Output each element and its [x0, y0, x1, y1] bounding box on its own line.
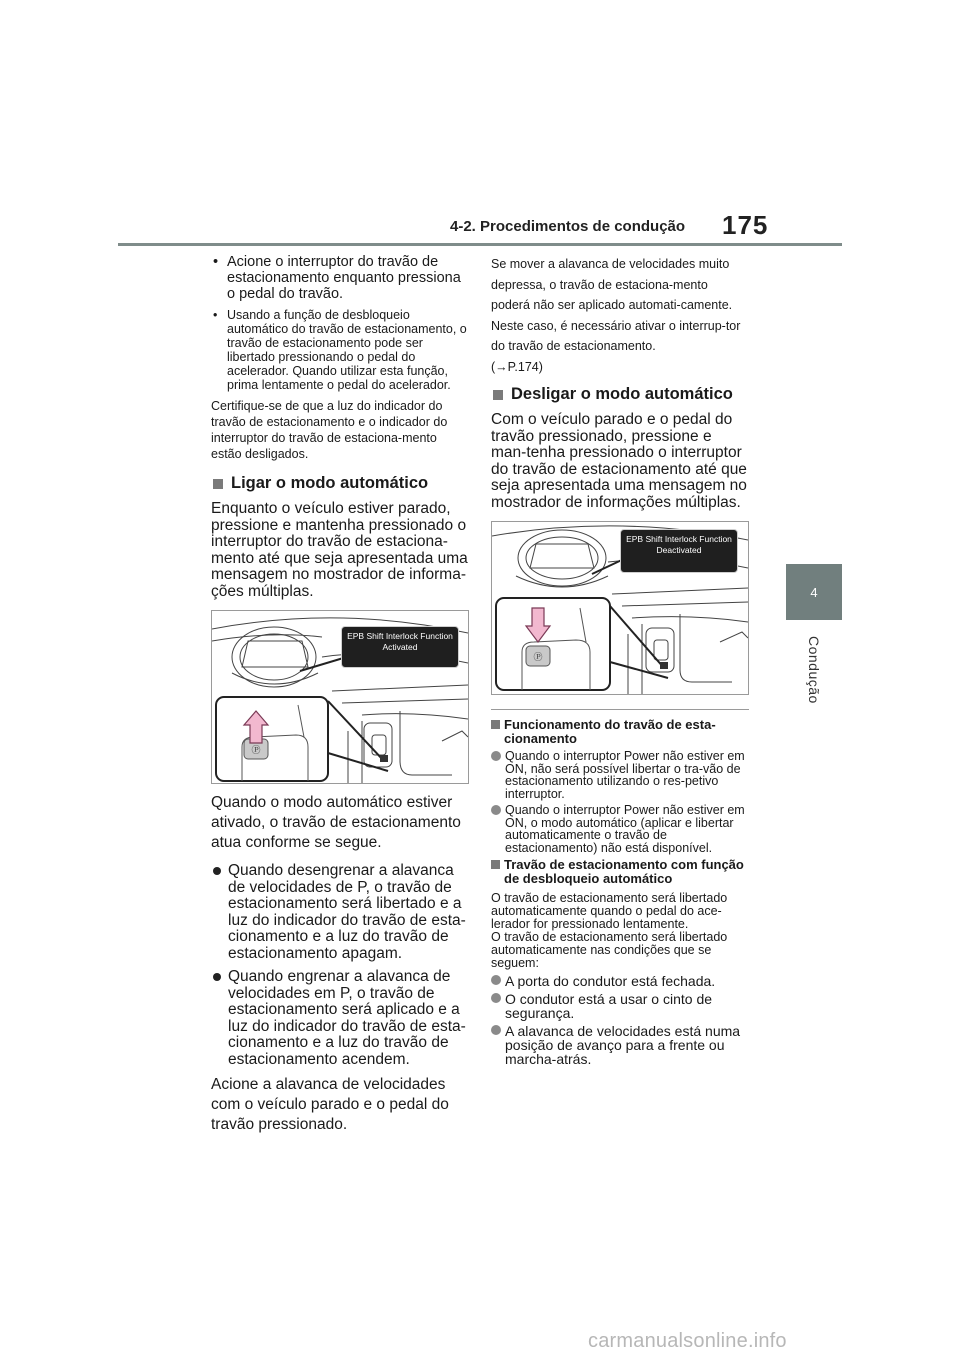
- message-badge: EPB Shift Interlock Function Deactivated: [620, 529, 738, 573]
- sub-bullet-text: Usando a função de desbloqueio automático do travão de estacionamento, o travão de estacionamento pode ser libertado pressionando o pedal do acelerador. Quando utilizar esta função, prima lentamente o pedal do acelerador.: [227, 308, 467, 392]
- info-heading: [491, 718, 749, 746]
- section-heading: [211, 474, 469, 493]
- info-list-item: [491, 1024, 749, 1066]
- watermark: carmanualsonline.info: [588, 1330, 787, 1352]
- bullet-dot-icon: [491, 993, 501, 1003]
- dashboard-illustration-deactivated: [491, 521, 749, 695]
- info-list-item-text: A porta do condutor está fechada.: [505, 973, 716, 989]
- sub-bullet: [211, 254, 469, 302]
- bullet-dot-icon: [491, 975, 501, 985]
- list-item: [211, 863, 469, 962]
- sub-bullet-text: Acione o interruptor do travão de estacionamento enquanto pressiona o pedal do travão.: [227, 254, 461, 302]
- bullet-dot-icon: [213, 867, 221, 875]
- note-text: Neste caso, é necessário ativar o interrup-tor do travão de estacionamento.: [491, 318, 741, 353]
- header-rule: [118, 243, 842, 246]
- note-text: Se mover a alavanca de velocidades muito depressa, o travão de estaciona-mento poderá não ser aplicado automati-camente.: [491, 257, 733, 312]
- info-text: O travão de estacionamento será libertado automaticamente nas condições que se seguem:: [491, 930, 728, 970]
- body-text: Acione a alavanca de velocidades com o veículo parado e o pedal do travão pressionado.: [211, 1076, 449, 1133]
- body-text: Enquanto o veículo estiver parado, pressione e mantenha pressionado o interruptor do travão de estaciona-mento até que seja apresentada uma mensagem no mostrador de informa-ções múltiplas.: [211, 500, 468, 600]
- page-number: 175: [722, 210, 769, 240]
- chapter-tab: 4: [786, 564, 842, 620]
- info-list-item-text: O condutor está a usar o cinto de segurança.: [505, 991, 713, 1021]
- chapter-label-text: Condução: [806, 636, 822, 704]
- sub-bullet: [211, 308, 469, 392]
- svg-text:Ⓟ: Ⓟ: [251, 746, 261, 756]
- section-heading: [491, 385, 749, 404]
- info-heading-text: Funcionamento do travão de esta-cionamento: [504, 717, 716, 746]
- list-item-text: Quando desengrenar a alavanca de velocidades de P, o travão de estacionamento será libertado e a luz do indicador do travão de esta-cionamento e a luz do travão de estacionamento apagam.: [228, 862, 466, 962]
- page-reference: (→P.174): [491, 359, 543, 374]
- chapter-label: [786, 630, 842, 710]
- svg-text:Ⓟ: Ⓟ: [533, 653, 543, 663]
- bullet-dot-icon: [491, 1025, 501, 1035]
- heading-text: Desligar o modo automático: [511, 385, 733, 403]
- body-text: Com o veículo parado e o pedal do travão pressionado, pressione e man-tenha pressionado o interruptor do travão de estacionamento até que seja apresentada uma mensagem no mostrador de informações múltiplas.: [491, 411, 747, 511]
- message-badge: EPB Shift Interlock Function Activated: [341, 626, 459, 668]
- info-list-item-text: A alavanca de velocidades está numa posição de avanço para a frente ou marcha-atrás.: [505, 1023, 741, 1067]
- info-list-item-text: Quando o interruptor Power não estiver em ON, o modo automático (aplicar e libertar automaticamente o travão de estacionamento) não está disponível.: [505, 803, 745, 855]
- bullet-dot-icon: [213, 973, 221, 981]
- bullet-dot-icon: [491, 751, 501, 761]
- bullet-dot-icon: [491, 805, 501, 815]
- body-text: Quando o modo automático estiver ativado, o travão de estacionamento atua conforme se segue.: [211, 794, 461, 851]
- info-heading: [491, 858, 749, 886]
- heading-text: Ligar o modo automático: [231, 474, 429, 492]
- note-text: Certifique-se de que a luz do indicador do travão de estacionamento e o indicador do interruptor do travão de estaciona-mento estão desligados.: [211, 399, 448, 461]
- square-bullet-icon: [491, 860, 500, 869]
- info-list-item-text: Quando o interruptor Power não estiver em ON, não será possível libertar o tra-vão de estacionamento utilizando o res-petivo interruptor.: [505, 749, 745, 801]
- bullet-mark: •: [213, 308, 218, 322]
- list-item: [211, 969, 469, 1068]
- info-heading-text: Travão de estacionamento com função de desbloqueio automático: [504, 857, 744, 886]
- square-bullet-icon: [491, 720, 500, 729]
- info-text: O travão de estacionamento será libertado automaticamente quando o pedal do ace-lerador for pressionado lentamente.: [491, 891, 728, 931]
- info-list-item: [491, 750, 749, 800]
- square-bullet-icon: [493, 390, 503, 400]
- bullet-mark: •: [213, 254, 219, 270]
- left-column: [211, 254, 469, 1145]
- list-item-text: Quando engrenar a alavanca de velocidades em P, o travão de estacionamento será aplicado e a luz do indicador do travão de esta-cionamento e a luz do travão de estacionamento acendem.: [228, 968, 466, 1068]
- divider: [491, 709, 749, 710]
- info-list-item: [491, 992, 749, 1020]
- info-list-item: [491, 974, 749, 988]
- section-title: 4-2. Procedimentos de condução: [450, 218, 686, 235]
- square-bullet-icon: [213, 479, 223, 489]
- info-list-item: [491, 804, 749, 854]
- right-column: [491, 254, 749, 1070]
- dashboard-illustration-activated: [211, 610, 469, 784]
